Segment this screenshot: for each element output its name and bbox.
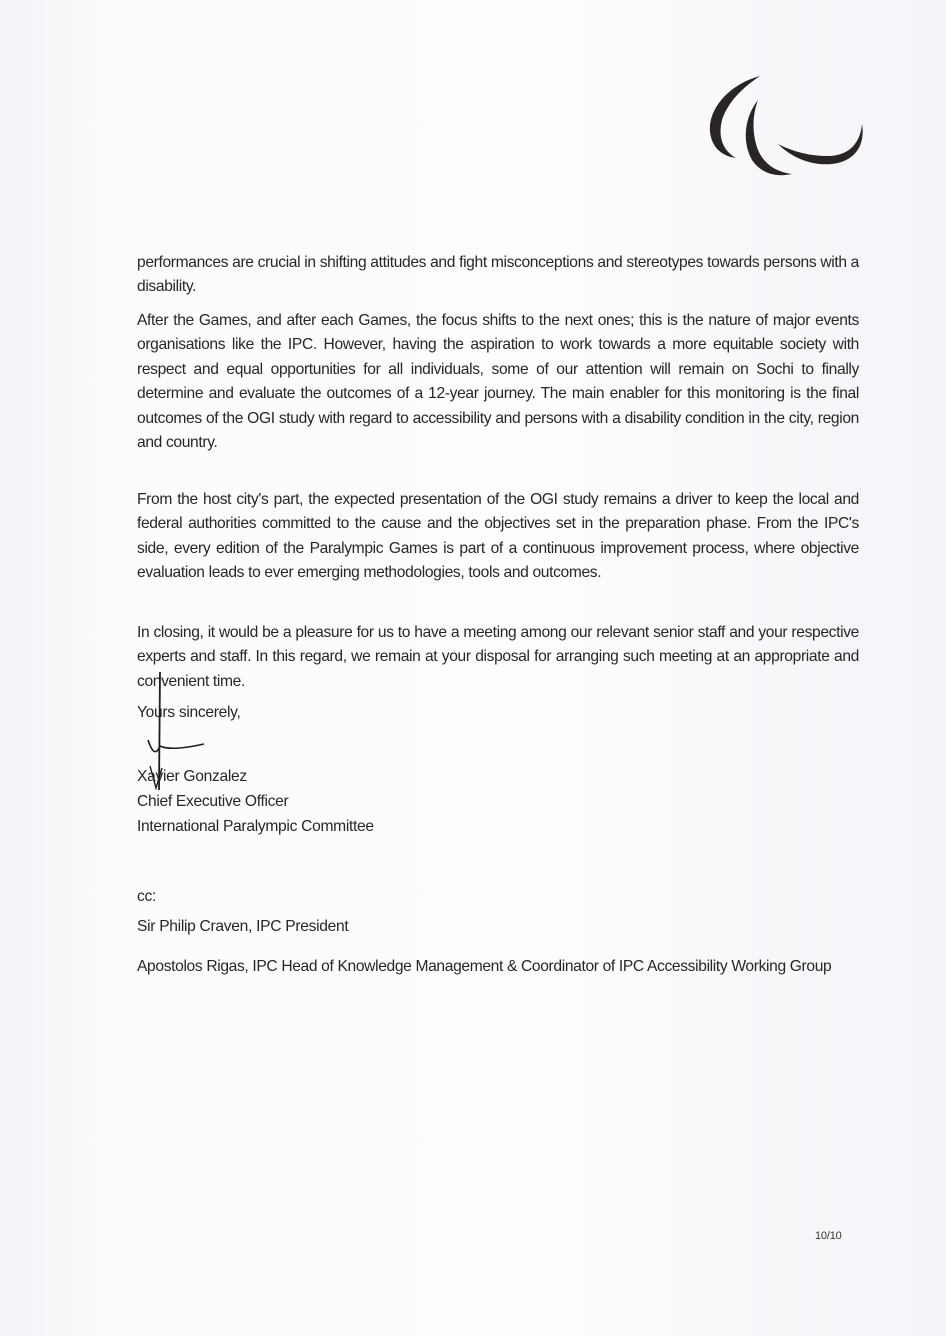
signatory-name: Xavier Gonzalez [137,768,247,785]
body-paragraph-3 [137,488,859,586]
signatory-title: Chief Executive Officer [137,793,289,810]
paragraph-text: From the host city's part, the expected presentation of the OGI study remains a driver to keep the local and federal authorities committed to the cause and the objectives set in the preparation phase. From the IPC's side, every edition of the Paralympic Games is part of a continuous improvement process, where objective evaluation leads to ever emerging methodologies, tools and outcomes. [137,491,859,582]
cc-recipient [137,955,859,979]
body-paragraph-4 [137,621,859,694]
agitos-right-arc [778,124,863,164]
signatory-organisation: International Paralympic Committee [137,818,374,835]
handwritten-signature [138,670,218,810]
cc-label: cc: [137,888,157,905]
paralympic-agitos-logo [700,68,870,188]
cc-recipient-text: Apostolos Rigas, IPC Head of Knowledge Management & Coordinator of IPC Accessibility Working Group [137,958,832,975]
closing-salutation: Yours sincerely, [137,704,241,721]
paragraph-text: In closing, it would be a pleasure for us to have a meeting among our relevant senior staff and your respective experts and staff. In this regard, we remain at your disposal for arranging such meeting at an appropriate and convenient time. [137,624,859,690]
paragraph-text: After the Games, and after each Games, the focus shifts to the next ones; this is the nature of major events organisations like the IPC. However, having the aspiration to work towards a more equitable society with respect and equal opportunities for all individuals, some of our attention will remain on Sochi to finally determine and evaluate the outcomes of a 12-year journey. The main enabler for this monitoring is the final outcomes of the OGI study with regard to accessibility and persons with a disability condition in the city, region and country. [137,312,859,452]
body-paragraph-2 [137,309,859,455]
body-paragraph-1 [137,251,859,300]
cc-recipient: Sir Philip Craven, IPC President [137,918,349,935]
agitos-middle-arc [746,100,792,175]
paragraph-text: performances are crucial in shifting attitudes and fight misconceptions and stereotypes towards persons with a disability. [137,254,859,296]
page-number: 10/10 [815,1230,842,1242]
